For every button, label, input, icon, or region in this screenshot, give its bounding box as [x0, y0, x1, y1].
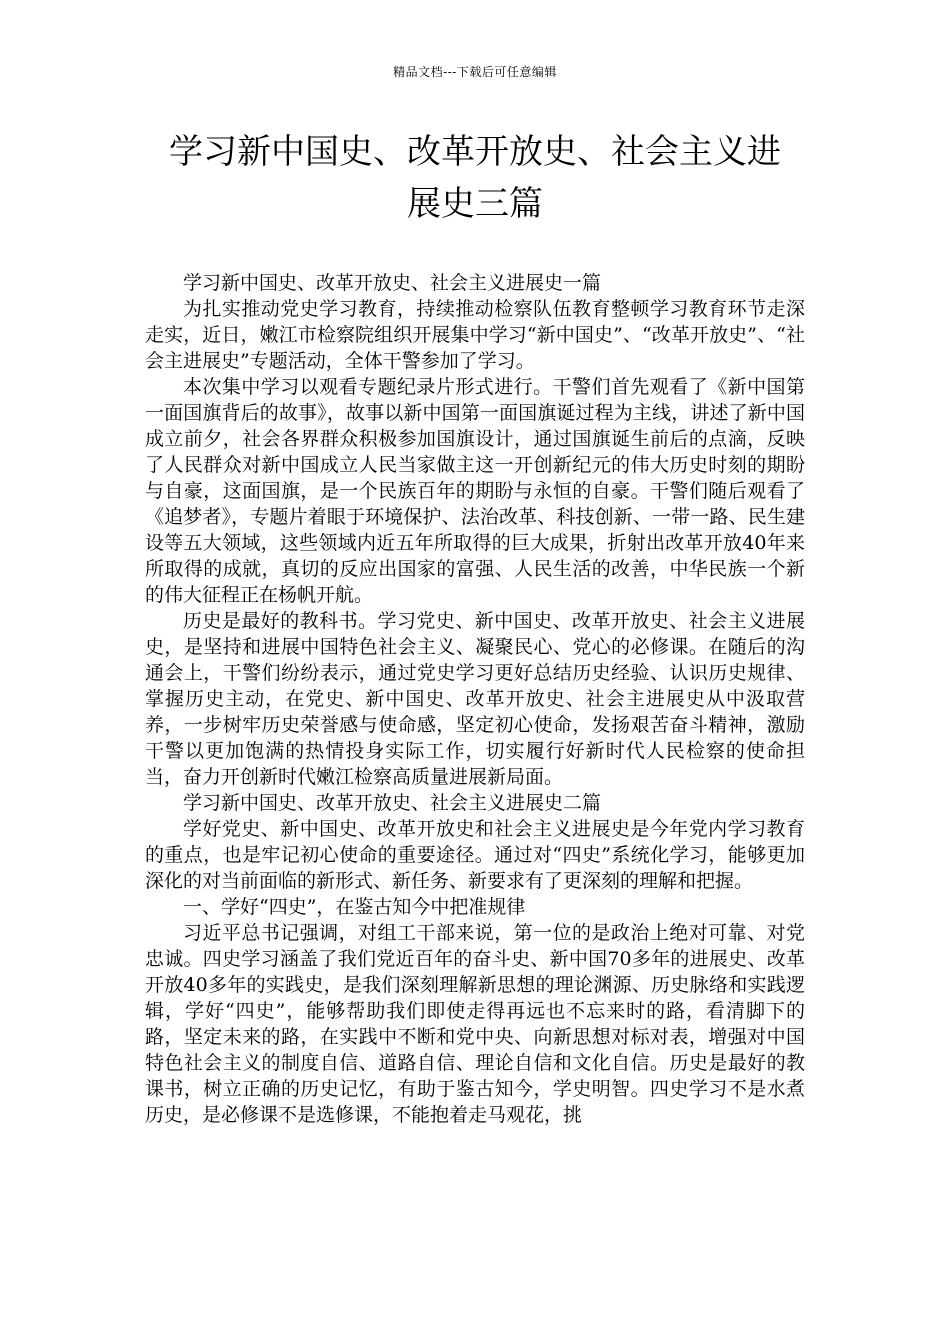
- paragraph: 学好党史、新中国史、改革开放史和社会主义进展史是今年党内学习教育的重点，也是牢记初心使命的重要途径。通过对“四史”系统化学习，能够更加深化的对当前面临的新形式、新任务、新要求有了更深刻的理解和把握。: [145, 818, 805, 892]
- document-title: [140, 126, 810, 230]
- paragraph: 为扎实推动党史学习教育，持续推动检察队伍教育整顿学习教育环节走深走实，近日，嫩江市检察院组织开展集中学习“新中国史”、“改革开放史”、“社会主进展史”专题活动，全体干警参加了学习。: [145, 298, 805, 372]
- section-heading-2: 学习新中国史、改革开放史、社会主义进展史二篇: [183, 792, 602, 814]
- document-body: [145, 270, 805, 1128]
- paragraph: 习近平总书记强调，对组工干部来说，第一位的是政治上绝对可靠、对党忠诚。四史学习涵盖了我们党近百年的奋斗史、新中国70多年的进展史、改革开放40多年的实践史，是我们深刻理解新思想的理论渊源、历史脉络和实践逻辑，学好“四史”，能够帮助我们即使走得再远也不忘来时的路，看清脚下的路，坚定未来的路，在实践中不断和党中央、向新思想对标对表，增强对中国特色社会主义的制度自信、道路自信、理论自信和文化自信。历史是最好的教课书，树立正确的历史记忆，有助于鉴古知今，学史明智。四史学习不是水煮历史，是必修课不是选修课，不能抱着走马观花，挑: [145, 922, 805, 1126]
- title-line-1: 学习新中国史、改革开放史、社会主义进: [169, 132, 781, 172]
- section-heading-1: 学习新中国史、改革开放史、社会主义进展史一篇: [183, 272, 602, 294]
- paragraph: 历史是最好的教科书。学习党史、新中国史、改革开放史、社会主义进展史，是坚持和进展中国特色社会主义、凝聚民心、党心的必修课。在随后的沟通会上，干警们纷纷表示，通过党史学习更好总结历史经验、认识历史规律、掌握历史主动，在党史、新中国史、改革开放史、社会主进展史从中汲取营养，一步树牢历史荣誉感与使命感，坚定初心使命，发扬艰苦奋斗精神，激励干警以更加饱满的热情投身实际工作，切实履行好新时代人民检察的使命担当，奋力开创新时代嫩江检察高质量进展新局面。: [145, 610, 805, 788]
- title-line-2: 展史三篇: [407, 184, 543, 224]
- subsection-heading: 一、学好“四史”，在鉴古知今中把准规律: [183, 896, 526, 918]
- header-note: 精品文档---下载后可任意编辑: [393, 65, 557, 79]
- paragraph: 本次集中学习以观看专题纪录片形式进行。干警们首先观看了《新中国第一面国旗背后的故事》，故事以新中国第一面国旗诞过程为主线，讲述了新中国成立前夕，社会各界群众积极参加国旗设计，通过国旗诞生前后的点滴，反映了人民群众对新中国成立人民当家做主这一开创新纪元的伟大历史时刻的期盼与自豪，这面国旗，是一个民族百年的期盼与永恒的自豪。干警们随后观看了《追梦者》，专题片着眼于环境保护、法治改革、科技创新、一带一路、民生建设等五大领域，这些领域内近五年所取得的巨大成果，折射出改革开放40年来所取得的成就，真切的反应出国家的富强、人民生活的改善，中华民族一个新的伟大征程正在杨帆开航。: [145, 376, 805, 606]
